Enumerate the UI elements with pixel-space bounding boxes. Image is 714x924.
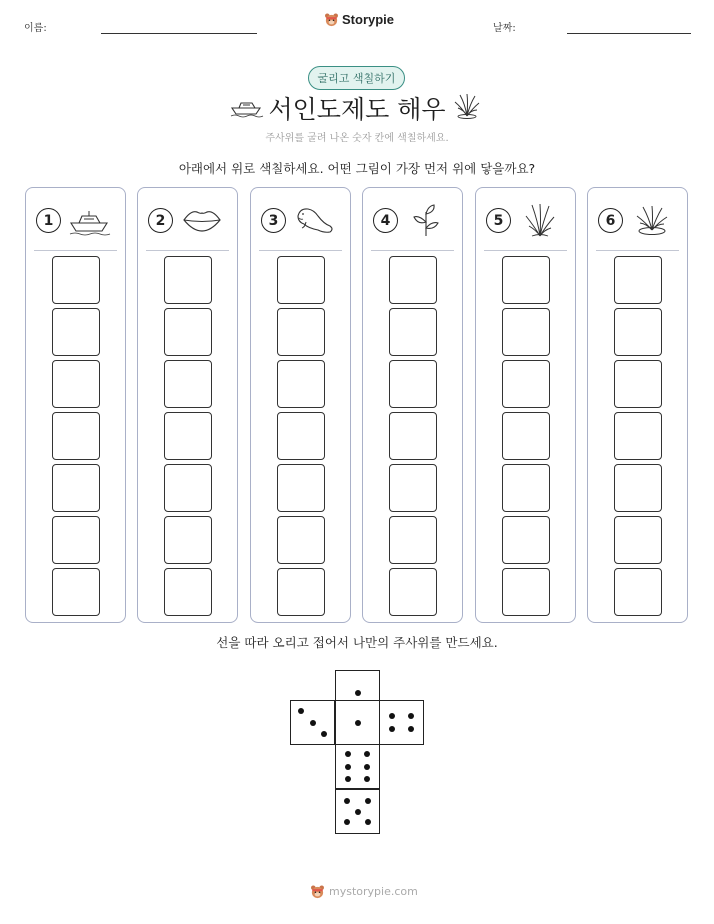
dice-face[interactable] — [335, 744, 380, 789]
color-cell[interactable] — [502, 464, 550, 512]
race-column-6 — [587, 187, 688, 623]
color-cell[interactable] — [164, 568, 212, 616]
color-cell[interactable] — [52, 568, 100, 616]
color-cell[interactable] — [614, 360, 662, 408]
manatee-icon — [294, 202, 336, 238]
color-cell[interactable] — [277, 412, 325, 460]
dice-face[interactable] — [379, 700, 424, 745]
color-cell[interactable] — [389, 360, 437, 408]
column-number: 1 — [36, 208, 61, 233]
dice-pip — [364, 751, 370, 757]
column-number: 4 — [373, 208, 398, 233]
color-cell[interactable] — [277, 256, 325, 304]
page-title: 서인도제도 해우 — [268, 95, 446, 124]
color-cell[interactable] — [502, 256, 550, 304]
dice-pip — [345, 764, 351, 770]
dice-pip — [364, 764, 370, 770]
dice-pip — [355, 690, 361, 696]
color-cell[interactable] — [164, 464, 212, 512]
footer-url[interactable]: mystorypie.com — [329, 885, 418, 898]
dice-pip — [345, 751, 351, 757]
boat-icon — [69, 202, 111, 238]
dice-pip — [345, 776, 351, 782]
color-cell[interactable] — [277, 360, 325, 408]
dice-pip — [365, 798, 371, 804]
color-cell[interactable] — [389, 516, 437, 564]
dice-pip — [389, 726, 395, 732]
race-column-1 — [25, 187, 126, 623]
instruction-text: 아래에서 위로 색칠하세요. 어떤 그림이 가장 먼저 위에 닿을까요? — [178, 161, 536, 176]
color-cell[interactable] — [52, 360, 100, 408]
color-cell[interactable] — [52, 256, 100, 304]
date-label: 날짜: — [493, 23, 516, 34]
dice-pip — [355, 809, 361, 815]
color-cell[interactable] — [502, 516, 550, 564]
race-column-3 — [250, 187, 351, 623]
bear-logo-icon — [324, 12, 339, 27]
seagrass-tuft-icon — [631, 202, 673, 238]
subtitle: 주사위를 굴려 나온 숫자 칸에 색칠하세요. — [265, 133, 449, 144]
color-cell[interactable] — [164, 256, 212, 304]
dice-face[interactable] — [290, 700, 335, 745]
color-cell[interactable] — [614, 412, 662, 460]
sprout-icon — [406, 202, 448, 238]
color-cell[interactable] — [614, 464, 662, 512]
lips-icon — [181, 202, 223, 238]
color-cell[interactable] — [277, 516, 325, 564]
storypie-logo — [324, 12, 394, 27]
race-column-5 — [475, 187, 576, 623]
color-cell[interactable] — [614, 516, 662, 564]
color-cell[interactable] — [614, 568, 662, 616]
dice-face[interactable] — [335, 789, 380, 834]
fold-instruction: 선을 따라 오리고 접어서 나만의 주사위를 만드세요. — [216, 635, 498, 650]
color-cell[interactable] — [389, 308, 437, 356]
color-cell[interactable] — [389, 412, 437, 460]
color-cell[interactable] — [164, 516, 212, 564]
column-number: 3 — [261, 208, 286, 233]
footer — [310, 884, 418, 899]
dice-pip — [298, 708, 304, 714]
race-column-2 — [137, 187, 238, 623]
column-number: 2 — [148, 208, 173, 233]
color-cell[interactable] — [164, 308, 212, 356]
column-number: 5 — [486, 208, 511, 233]
dice-pip — [389, 713, 395, 719]
color-cell[interactable] — [614, 308, 662, 356]
color-cell[interactable] — [52, 308, 100, 356]
color-cell[interactable] — [614, 256, 662, 304]
color-cell[interactable] — [52, 516, 100, 564]
name-label: 이름: — [24, 23, 47, 34]
color-cell[interactable] — [502, 360, 550, 408]
seagrass-icon — [519, 202, 561, 238]
name-line[interactable] — [101, 33, 257, 34]
color-cell[interactable] — [389, 256, 437, 304]
race-column-4 — [362, 187, 463, 623]
color-cell[interactable] — [277, 464, 325, 512]
color-cell[interactable] — [164, 412, 212, 460]
seagrass-icon — [452, 92, 482, 120]
dice-pip — [310, 720, 316, 726]
color-cell[interactable] — [52, 464, 100, 512]
activity-badge: 굴리고 색칠하기 — [308, 66, 405, 90]
color-cell[interactable] — [502, 412, 550, 460]
dice-face[interactable] — [335, 670, 380, 715]
dice-face[interactable] — [335, 700, 380, 745]
color-cell[interactable] — [52, 412, 100, 460]
column-number: 6 — [598, 208, 623, 233]
dice-pip — [408, 713, 414, 719]
dice-pip — [321, 731, 327, 737]
dice-pip — [408, 726, 414, 732]
dice-pip — [365, 819, 371, 825]
dice-pip — [344, 819, 350, 825]
color-cell[interactable] — [277, 308, 325, 356]
date-line[interactable] — [567, 33, 691, 34]
dice-pip — [344, 798, 350, 804]
bear-logo-icon — [310, 884, 325, 899]
brand-name: Storypie — [342, 12, 395, 27]
dice-pip — [364, 776, 370, 782]
dice-pip — [355, 720, 361, 726]
color-cell[interactable] — [277, 568, 325, 616]
color-cell[interactable] — [502, 308, 550, 356]
color-cell[interactable] — [389, 464, 437, 512]
color-cell[interactable] — [164, 360, 212, 408]
color-cell[interactable] — [389, 568, 437, 616]
color-cell[interactable] — [502, 568, 550, 616]
